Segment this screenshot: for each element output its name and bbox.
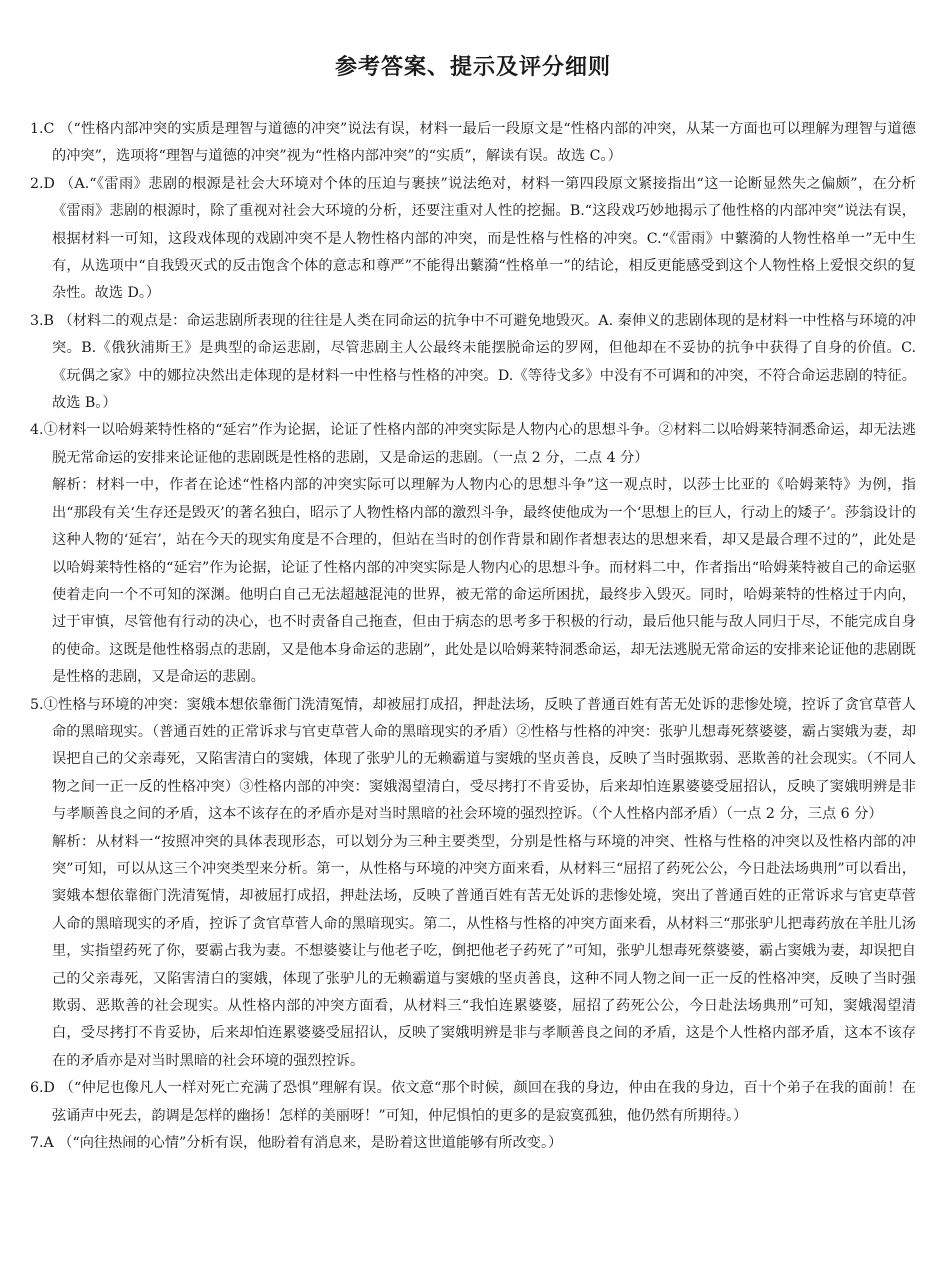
answer-text xyxy=(30,116,916,171)
answer-number: 7. xyxy=(30,1135,44,1152)
answer-number: 1. xyxy=(30,121,44,137)
answer-item-4 xyxy=(30,417,916,691)
answer-item-1 xyxy=(30,116,916,171)
page-title: 参考答案、提示及评分细则 xyxy=(334,55,611,80)
answer-item-5 xyxy=(30,692,916,1076)
answer-body: ①材料一以哈姆莱特性格的“延宕”作为论据，论证了性格内部的冲突实际是人物内心的思想斗争。②材料二以哈姆莱特洞悉命运，却无法逃脱无常命运的安排来论证他的悲剧既是性格的悲剧，又是命运的悲剧。（一点 2 分，二点 4 分） xyxy=(43,422,916,466)
answer-text xyxy=(30,417,916,472)
answer-body: D （“仲尼也像凡人一样对死亡充满了恐惧”理解有误。依文意“那个时候，颜回在我的身边，仲由在我的身边，百十个弟子在我的面前！在弦诵声中死去，韵调是怎样的幽扬！怎样的美丽呀！”可知，仲尼惧怕的更多的是寂寞孤独，他仍然有所期待。） xyxy=(43,1080,916,1124)
answer-text xyxy=(30,1075,916,1130)
answer-body: A （“向往热闹的心情”分析有误，他盼着有消息来，是盼着这世道能够有所改变。） xyxy=(43,1135,563,1152)
answer-text xyxy=(30,692,916,829)
answer-item-6 xyxy=(30,1075,916,1130)
answer-body: ①性格与环境的冲突：窦娥本想依靠衙门洗清冤情，却被屈打成招，押赴法场，反映了普通百姓有苦无处诉的悲惨处境，控诉了贪官草菅人命的黑暗现实。（普通百姓的正常诉求与官吏草菅人命的黑暗现实的矛盾）②性格与性格的冲突：张驴儿想毒死蔡婆婆，霸占窦娥为妻，却误把自己的父亲毒死，又陷害清白的窦娥，体现了张驴儿的无赖霸道与窦娥的坚贞善良，反映了当时强欺弱、恶欺善的社会现实。（不同人物之间一正一反的性格冲突）③性格内部的冲突：窦娥渴望清白，受尽拷打不肯妥协，后来却怕连累婆婆受屈招认，反映了窦娥明辨是非与孝顺善良之间的矛盾，这本不该存在的矛盾亦是对当时黑暗的社会环境的强烈控诉。（个人性格内部矛盾）（一点 2 分，三点 6 分） xyxy=(43,696,916,823)
answer-number: 2. xyxy=(30,175,44,192)
answer-text xyxy=(30,308,916,418)
answer-item-7 xyxy=(30,1130,916,1157)
answer-body: C （“性格内部冲突的实质是理智与道德的冲突”说法有误，材料一最后一段原文是“性格内部的冲突，从某一方面也可以理解为理智与道德的冲突”，选项将“理智与道德的冲突”视为“性格内部冲突”的“实质”，解读有误。故选 C。） xyxy=(43,121,916,165)
answer-number: 6. xyxy=(30,1080,44,1097)
answer-text xyxy=(30,171,916,308)
answer-number: 5. xyxy=(30,696,44,713)
answer-item-3 xyxy=(30,308,916,418)
answer-text xyxy=(30,1130,916,1157)
answer-body: B （材料二的观点是：命运悲剧所表现的往往是人类在同命运的抗争中不可避免地毁灭。A. 秦伸义的悲剧体现的是材料一中性格与环境的冲突。B.《俄狄浦斯王》是典型的命运悲剧，尽管悲剧主人公最终未能摆脱命运的罗网，但他却在不妥协的抗争中获得了自身的价值。C.《玩偶之家》中的娜拉决然出走体现的是材料一中性格与性格的冲突。D.《等待戈多》中没有不可调和的冲突，不符合命运悲剧的特征。故选 B。） xyxy=(43,312,916,412)
answer-analysis: 解析：从材料一“按照冲突的具体表现形态，可以划分为三种主要类型，分别是性格与环境的冲突、性格与性格的冲突以及性格内部的冲突”可知，可以从这三个冲突类型来分析。第一，从性格与环境的冲突方面来看，从材料三“屈招了药死公公，今日赴法场典刑”可以看出，窦娥本想依靠衙门洗清冤情，却被屈打成招，押赴法场，反映了普通百姓有苦无处诉的悲惨处境，突出了普通百姓的正常诉求与官吏草菅人命的黑暗现实的矛盾，控诉了贪官草菅人命的黑暗现实。第二，从性格与性格的冲突方面来看，从材料三“那张驴儿把毒药放在羊肚儿汤里，实指望药死了你，要霸占我为妻。不想婆婆让与他老子吃，倒把他老子药死了”可知，张驴儿想毒死蔡婆婆，霸占窦娥为妻，却误把自己的父亲毒死，又陷害清白的窦娥，体现了张驴儿的无赖霸道与窦娥的坚贞善良，这种不同人物之间一正一反的性格冲突，反映了当时强欺弱、恶欺善的社会现实。从性格内部的冲突方面看，从材料三“我怕连累婆婆，屈招了药死公公，今日赴法场典刑”可知，窦娥渴望清白，受尽拷打不肯妥协，后来却怕连累婆婆受屈招认，反映了窦娥明辨是非与孝顺善良之间的矛盾，这是个人性格内部矛盾，这本不该存在的矛盾亦是对当时黑暗的社会环境的强烈控诉。 xyxy=(52,833,916,1069)
answer-number: 3. xyxy=(30,312,44,329)
answer-number: 4. xyxy=(30,422,44,439)
answer-item-2 xyxy=(30,171,916,308)
answer-analysis: 解析：材料一中，作者在论述“性格内部的冲突实际可以理解为人物内心的思想斗争”这一观点时，以莎士比亚的《哈姆莱特》为例，指出“那段有关‘生存还是毁灭’的著名独白，昭示了人物性格内部的激烈斗争，最终使他成为一个‘思想上的巨人，行动上的矮子’。莎翁设计的这种人物的‘延宕’，站在今天的现实角度是不合理的，但站在当时的创作背景和剧作者想表达的思想来看，却又是最合理不过的”，此处是以哈姆莱特性格的“延宕”作为论据，论证了性格内部的冲突实际是人物内心的思想斗争。而材料二中，作者指出“哈姆莱特被自己的命运驱使着走向一个不可知的深渊。他明白自己无法超越混沌的世界，被无常的命运所困扰，最终步入毁灭。同时，哈姆莱特的性格过于内向，过于审慎，尽管他有行动的决心，也不时责备自己拖查，但由于病态的思考多于积极的行动，最后他只能与敌人同归于尽，不能完成自身的使命。这既是他性格弱点的悲剧，又是他本身命运的悲剧”，此处是以哈姆莱特洞悉命运，却无法逃脱无常命运的安排来论证他的悲剧既是性格的悲剧，又是命运的悲剧。 xyxy=(52,477,916,686)
answer-body: D （A.“《雷雨》悲剧的根源是社会大环境对个体的压迫与裹挟”说法绝对，材料一第四段原文紧接指出“这一论断显然失之偏颇”，在分析《雷雨》悲剧的根源时，除了重视对社会大环境的分析，还要注重对人性的挖掘。B.“这段戏巧妙地揭示了他性格的内部冲突”说法有误，根据材料一可知，这段戏体现的戏剧冲突不是人物性格内部的冲突，而是性格与性格的冲突。C.“《雷雨》中蘩漪的人物性格单一”无中生有，从选项中“自我毁灭式的反击饱含个体的意志和尊严”不能得出蘩漪“性格单一”的结论，相反更能感受到这个人物性格上爱恨交织的复杂性。故选 D。） xyxy=(43,175,916,302)
